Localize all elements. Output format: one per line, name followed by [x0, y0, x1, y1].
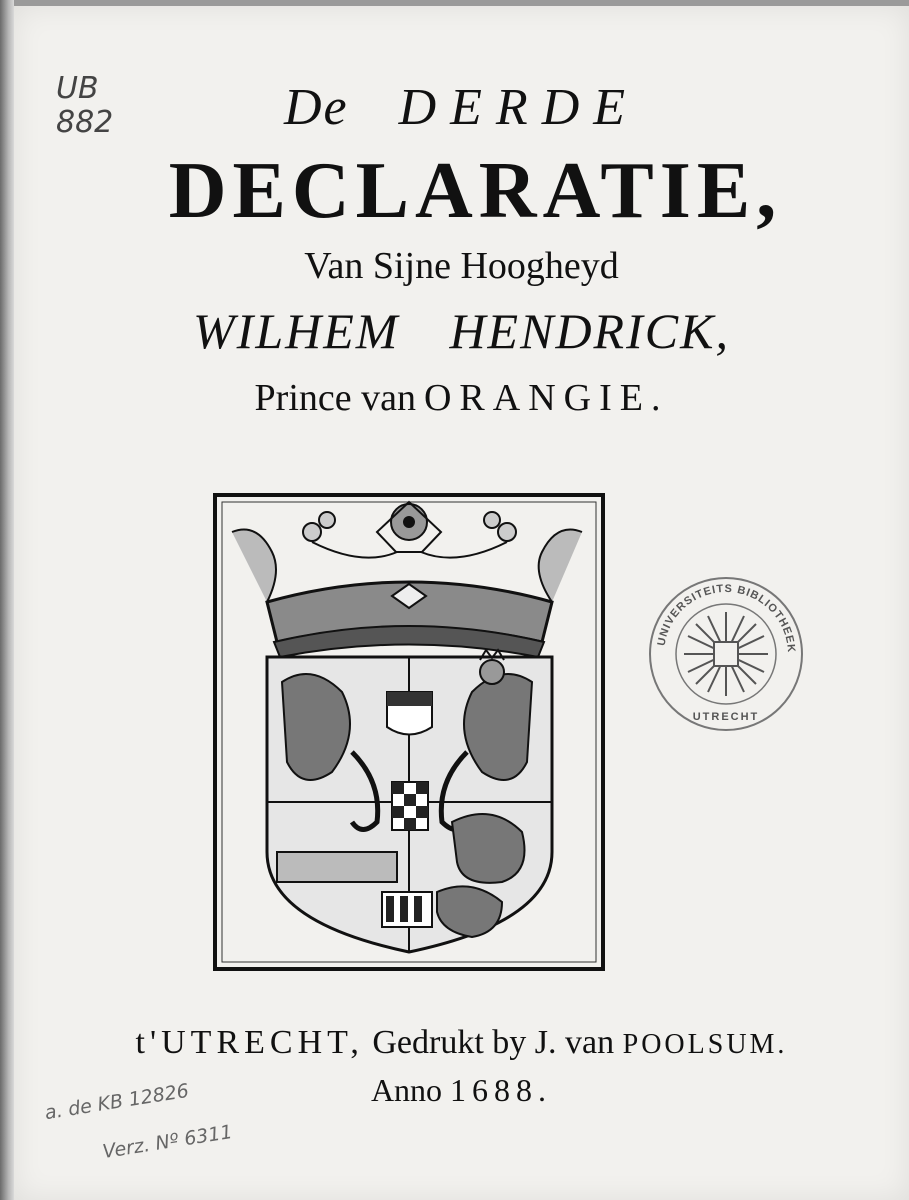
- imprint-anno: Anno: [370, 1072, 443, 1108]
- handwritten-note-line2: Verz. Nº 6311: [101, 1120, 234, 1164]
- shelfmark-line2: 882: [56, 105, 114, 140]
- library-stamp: [646, 574, 806, 734]
- shelfmark-line1: UB: [56, 71, 99, 106]
- title-name-first: WILHEM: [193, 303, 400, 359]
- imprint-year: 1688.: [450, 1072, 553, 1108]
- imprint-place: t'UTRECHT,: [135, 1024, 364, 1061]
- book-edge: [0, 0, 14, 1200]
- imprint-printed-by: Gedrukt by J. van: [372, 1024, 615, 1061]
- title-line1: [14, 78, 909, 137]
- title-name-second: HENDRICK,: [449, 303, 730, 359]
- title-prince-van: Prince van: [254, 377, 416, 419]
- title-line5: [14, 376, 909, 420]
- title-name: [14, 302, 909, 360]
- title-orangie: ORANGIE.: [423, 377, 669, 419]
- stamp-ring-text: UNIVERSITEITS BIBLIOTHEEK: [655, 582, 798, 654]
- stamp-bottom-text: UTRECHT: [692, 711, 760, 723]
- imprint-line1: [14, 1024, 909, 1062]
- title-page: [14, 6, 909, 1200]
- crown-icon: [232, 502, 582, 657]
- coat-of-arms-woodcut: [212, 492, 606, 972]
- title-line3: Van Sijne Hoogheyd: [304, 245, 619, 287]
- title-declaratie: DECLARATIE,: [168, 147, 783, 235]
- title-derde: DERDE: [398, 79, 640, 136]
- stamp-center-shield-icon: [714, 642, 738, 666]
- shield-icon: [267, 650, 552, 952]
- imprint-printer: POOLSUM.: [622, 1029, 788, 1060]
- handwritten-note-line1: a. de KB 12826: [43, 1079, 191, 1125]
- title-prefix: De: [283, 79, 349, 136]
